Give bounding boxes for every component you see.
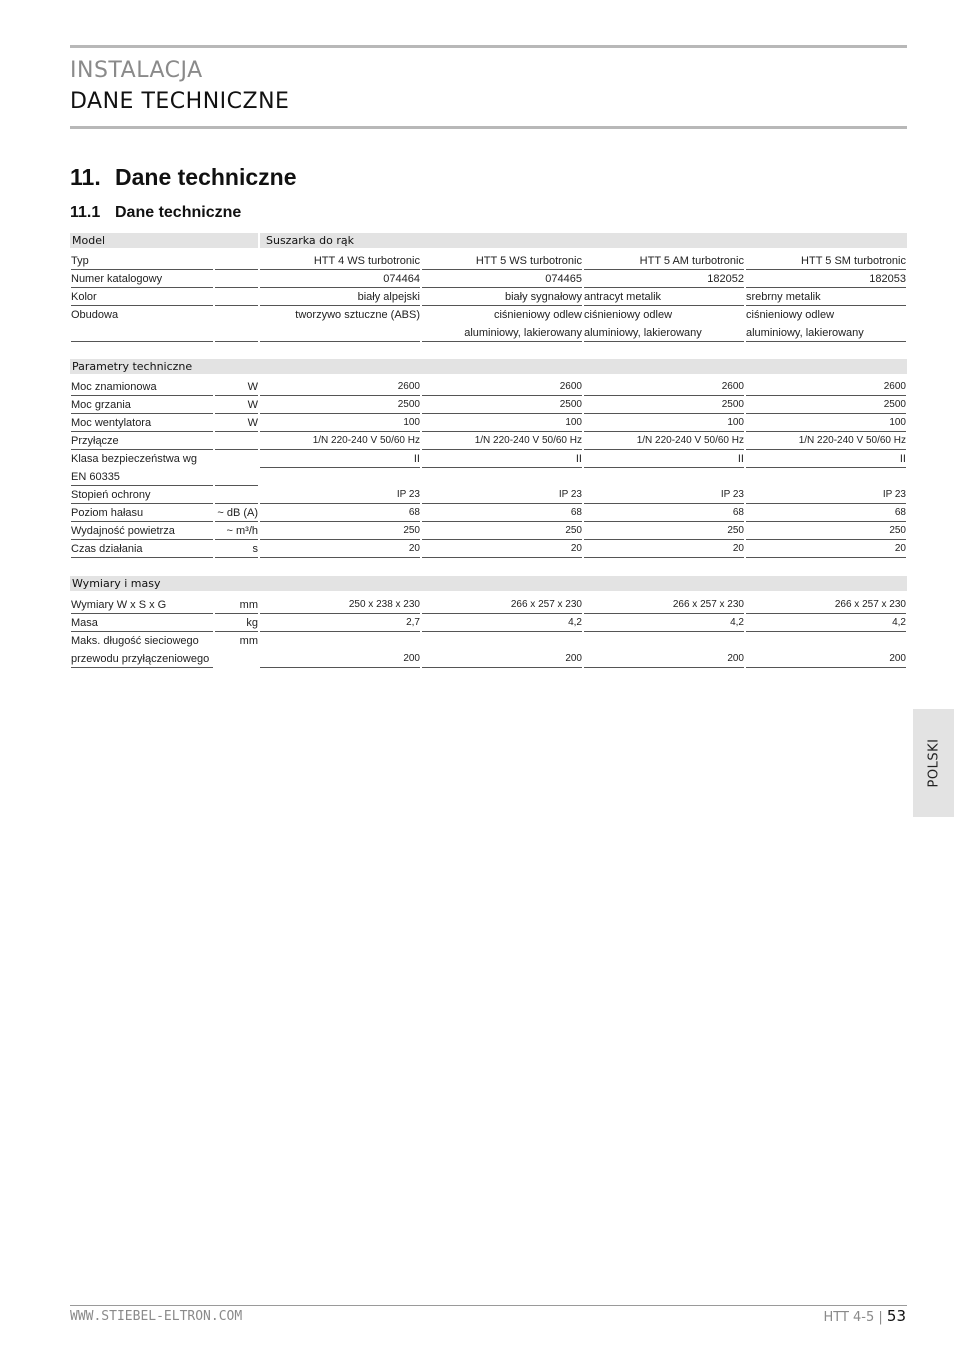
page-number: 53 [886,1307,906,1325]
row-unit: W [215,396,258,414]
value-cell: 2500 [584,396,744,414]
value-cell: 4,2 [584,614,744,632]
dimensions-band [70,576,907,591]
footer-website[interactable]: WWW.STIEBEL-ELTRON.COM [70,1309,243,1324]
value-cell: HTT 5 SM turbotronic [746,252,906,270]
row-unit [215,306,258,342]
value-cell: 2500 [746,396,906,414]
value-line: tworzywo sztuczne (ABS) [295,309,420,321]
value-cell: 2600 [584,378,744,396]
value-line: aluminiowy, lakierowany [464,327,582,339]
row-divider [260,467,420,468]
value-cell: 074464 [260,270,420,288]
table-row [70,396,907,414]
model-label: Model [72,234,106,247]
table-row [70,414,907,432]
footer-model: HTT 4-5 | [823,1310,883,1325]
row-label: Stopień ochrony [71,486,213,504]
value-line: 200 [565,653,582,664]
label-line: EN 60335 [71,471,120,483]
header-top-rule [70,45,907,48]
value-cell [746,306,906,342]
row-unit: W [215,414,258,432]
footer-rule [70,1305,907,1306]
row-label: Przyłącze [71,432,213,450]
value-cell: 20 [260,540,420,558]
band-separator [258,233,260,248]
row-unit: W [215,378,258,396]
value-cell: 2500 [422,396,582,414]
table-row [70,288,907,306]
section-number: 11. [70,164,101,190]
value-cell: 2600 [422,378,582,396]
row-unit: ~ dB (A) [215,504,258,522]
value-cell: 250 [746,522,906,540]
language-tab[interactable] [913,709,954,817]
section-heading [70,164,297,191]
value-cell: HTT 4 WS turbotronic [260,252,420,270]
value-cell: biały sygnałowy [422,288,582,306]
tech-params-title: Parametry techniczne [72,360,193,373]
value-cell: 1/N 220-240 V 50/60 Hz [260,432,420,450]
value-line: aluminiowy, lakierowany [584,327,702,339]
row-label [71,450,213,486]
table-row [70,522,907,540]
row-label: Masa [71,614,213,632]
value-cell: IP 23 [584,486,744,504]
value-cell: 2500 [260,396,420,414]
table-row [70,450,907,486]
chapter-title: INSTALACJA [70,58,203,83]
model-header-band [70,233,907,248]
label-line: Maks. długość sieciowego [71,635,199,647]
table-row [70,270,907,288]
value-cell: IP 23 [746,486,906,504]
value-cell: II [575,453,582,465]
value-cell: HTT 5 AM turbotronic [584,252,744,270]
value-cell: II [413,453,420,465]
row-label: Obudowa [71,306,213,342]
row-unit [215,432,258,450]
row-label: Moc wentylatora [71,414,213,432]
value-cell: 4,2 [746,614,906,632]
value-cell: IP 23 [260,486,420,504]
value-cell: II [899,453,906,465]
value-line: aluminiowy, lakierowany [746,327,864,339]
value-line: 200 [403,653,420,664]
value-cell: 266 x 257 x 230 [422,596,582,614]
row-unit: s [215,540,258,558]
row-label: Moc znamionowa [71,378,213,396]
table-row [70,596,907,614]
model-value: Suszarka do rąk [266,234,354,247]
value-cell: 2600 [260,378,420,396]
table-row [70,614,907,632]
value-cell: 20 [746,540,906,558]
value-cell [422,306,582,342]
row-label: Typ [71,252,213,270]
value-cell: IP 23 [422,486,582,504]
subsection-heading [70,204,241,222]
value-cell: HTT 5 WS turbotronic [422,252,582,270]
row-unit [215,252,258,270]
row-label: Wydajność powietrza [71,522,213,540]
value-cell: 266 x 257 x 230 [746,596,906,614]
value-cell: 20 [584,540,744,558]
table-row [70,306,907,342]
row-label: Numer katalogowy [71,270,213,288]
value-cell [584,632,744,668]
value-cell: 100 [260,414,420,432]
row-divider [584,467,744,468]
value-cell: 2600 [746,378,906,396]
table-row [70,632,907,668]
tech-params-band [70,359,907,374]
row-label: Czas działania [71,540,213,558]
value-cell: 250 [422,522,582,540]
row-unit [215,486,258,504]
value-cell: 100 [746,414,906,432]
section-title: Dane techniczne [115,164,297,190]
value-cell: 266 x 257 x 230 [584,596,744,614]
row-unit [215,450,258,486]
value-cell [260,306,420,342]
dimensions-title: Wymiary i masy [72,577,161,590]
row-unit: kg [215,614,258,632]
value-cell [746,632,906,668]
value-cell: 250 x 238 x 230 [260,596,420,614]
value-cell: 182053 [746,270,906,288]
row-label [71,632,213,668]
value-cell: 182052 [584,270,744,288]
value-cell: 100 [584,414,744,432]
value-line: ciśnieniowy odlew [746,309,835,321]
row-unit [215,288,258,306]
value-cell [584,306,744,342]
table-row [70,378,907,396]
table-row [70,504,907,522]
row-label: Poziom hałasu [71,504,213,522]
value-cell [422,632,582,668]
chapter-subtitle: DANE TECHNICZNE [70,89,290,114]
row-label: Wymiary W x S x G [71,596,213,614]
row-divider [746,467,906,468]
header-bottom-rule [70,126,907,129]
value-cell: 074465 [422,270,582,288]
value-line: 200 [889,653,906,664]
value-cell: 2,7 [260,614,420,632]
value-cell: 100 [422,414,582,432]
value-cell: 20 [422,540,582,558]
row-unit: mm [239,635,258,647]
value-cell: 68 [746,504,906,522]
table-row [70,486,907,504]
value-cell: 1/N 220-240 V 50/60 Hz [422,432,582,450]
table-row [70,432,907,450]
value-cell: 1/N 220-240 V 50/60 Hz [746,432,906,450]
label-line: przewodu przyłączeniowego [71,653,210,665]
value-line: ciśnieniowy odlew [493,309,582,321]
value-cell: II [737,453,744,465]
value-cell [260,632,420,668]
value-cell: 4,2 [422,614,582,632]
row-divider [422,467,582,468]
value-line: 200 [727,653,744,664]
row-unit: ~ m³/h [215,522,258,540]
value-cell: 250 [260,522,420,540]
value-cell: 1/N 220-240 V 50/60 Hz [584,432,744,450]
value-cell: 68 [260,504,420,522]
subsection-title: Dane techniczne [115,204,242,221]
footer-page-info [823,1307,906,1325]
row-unit [215,270,258,288]
row-unit: mm [215,596,258,614]
value-cell: antracyt metalik [584,288,744,306]
value-cell: srebrny metalik [746,288,906,306]
table-row [70,252,907,270]
value-cell: 250 [584,522,744,540]
row-label: Kolor [71,288,213,306]
subsection-number: 11.1 [70,204,101,221]
value-cell: biały alpejski [260,288,420,306]
label-line: Klasa bezpieczeństwa wg [71,453,197,465]
value-line: ciśnieniowy odlew [584,309,673,321]
language-tab-label: POLSKI [926,738,941,788]
value-cell: 68 [422,504,582,522]
table-row [70,540,907,558]
value-cell: 68 [584,504,744,522]
row-label: Moc grzania [71,396,213,414]
